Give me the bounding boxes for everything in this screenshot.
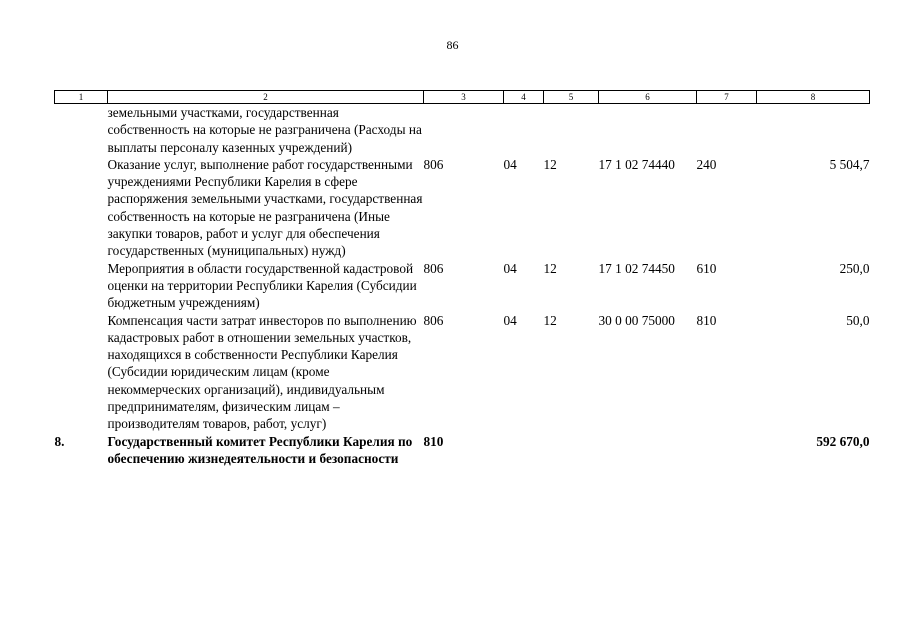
row-article: 17 1 02 74440 bbox=[598, 156, 675, 172]
row-section: 04 bbox=[503, 312, 517, 328]
row-number bbox=[55, 312, 108, 433]
row-section bbox=[504, 433, 544, 468]
row-subsection bbox=[544, 104, 599, 156]
row-subsection: 12 bbox=[543, 312, 557, 328]
row-name: Оказание услуг, выполнение работ государственными учреждениями Республики Карелия в сфере распоряжения земельными участками, государственная собственность на которые не разграничена (Иные закупки товаров, работ и услуг для обеспечения государственных (муниципальных) нужд) bbox=[107, 156, 423, 259]
row-expense-type: 810 bbox=[696, 312, 717, 328]
row-sum: 5 504,7 bbox=[829, 156, 870, 172]
table-row bbox=[55, 156, 870, 260]
row-article: 30 0 00 75000 bbox=[598, 312, 675, 328]
column-header: 5 bbox=[544, 91, 599, 104]
row-article bbox=[599, 433, 697, 468]
column-header: 7 bbox=[697, 91, 757, 104]
table-row bbox=[55, 104, 870, 156]
column-header: 3 bbox=[424, 91, 504, 104]
row-grbs-code: 806 bbox=[423, 260, 444, 276]
row-name: земельными участками, государственная собственность на которые не разграничена (Расходы на выплаты персоналу казенных учреждений) bbox=[107, 105, 422, 155]
row-grbs-code: 806 bbox=[423, 312, 444, 328]
row-expense-type: 610 bbox=[696, 260, 717, 276]
row-sum: 592 670,0 bbox=[816, 433, 870, 449]
row-article: 17 1 02 74450 bbox=[598, 260, 675, 276]
row-sum: 250,0 bbox=[839, 260, 870, 276]
row-number bbox=[55, 156, 108, 260]
row-name: Компенсация части затрат инвесторов по выполнению кадастровых работ в отношении земельных участков, находящихся в собственности Республики Карелия (Субсидии юридическим лицам (кроме некоммерческих организаций), индивидуальным предпринимателям, физическим лицам – производителям товаров, работ, услуг) bbox=[107, 312, 417, 432]
row-number bbox=[55, 260, 108, 312]
column-header: 8 bbox=[757, 91, 870, 104]
row-sum bbox=[757, 104, 870, 156]
row-subsection: 12 bbox=[543, 156, 557, 172]
column-number-row bbox=[55, 91, 870, 104]
row-expense-type bbox=[697, 433, 757, 468]
row-subsection bbox=[544, 433, 599, 468]
column-header: 6 bbox=[599, 91, 697, 104]
row-article bbox=[599, 104, 697, 156]
row-grbs-code bbox=[424, 104, 504, 156]
column-header: 1 bbox=[55, 91, 108, 104]
table-row bbox=[55, 312, 870, 433]
row-section: 04 bbox=[503, 156, 517, 172]
row-number: 8. bbox=[54, 433, 65, 449]
row-expense-type: 240 bbox=[696, 156, 717, 172]
column-header: 4 bbox=[504, 91, 544, 104]
table-row bbox=[55, 260, 870, 312]
budget-table bbox=[54, 90, 870, 467]
row-name: Государственный комитет Республики Карелия по обеспечению жизнедеятельности и безопасности bbox=[107, 433, 413, 466]
row-expense-type bbox=[697, 104, 757, 156]
column-header: 2 bbox=[108, 91, 424, 104]
row-section bbox=[504, 104, 544, 156]
page-number: 86 bbox=[446, 38, 459, 52]
row-number bbox=[55, 104, 108, 156]
row-grbs-code: 810 bbox=[423, 433, 444, 449]
table-row-section-total bbox=[55, 433, 870, 468]
row-sum: 50,0 bbox=[846, 312, 870, 328]
row-subsection: 12 bbox=[543, 260, 557, 276]
row-section: 04 bbox=[503, 260, 517, 276]
row-grbs-code: 806 bbox=[423, 156, 444, 172]
row-name: Мероприятия в области государственной кадастровой оценки на территории Республики Карелия (Субсидии бюджетным учреждениям) bbox=[107, 260, 417, 311]
